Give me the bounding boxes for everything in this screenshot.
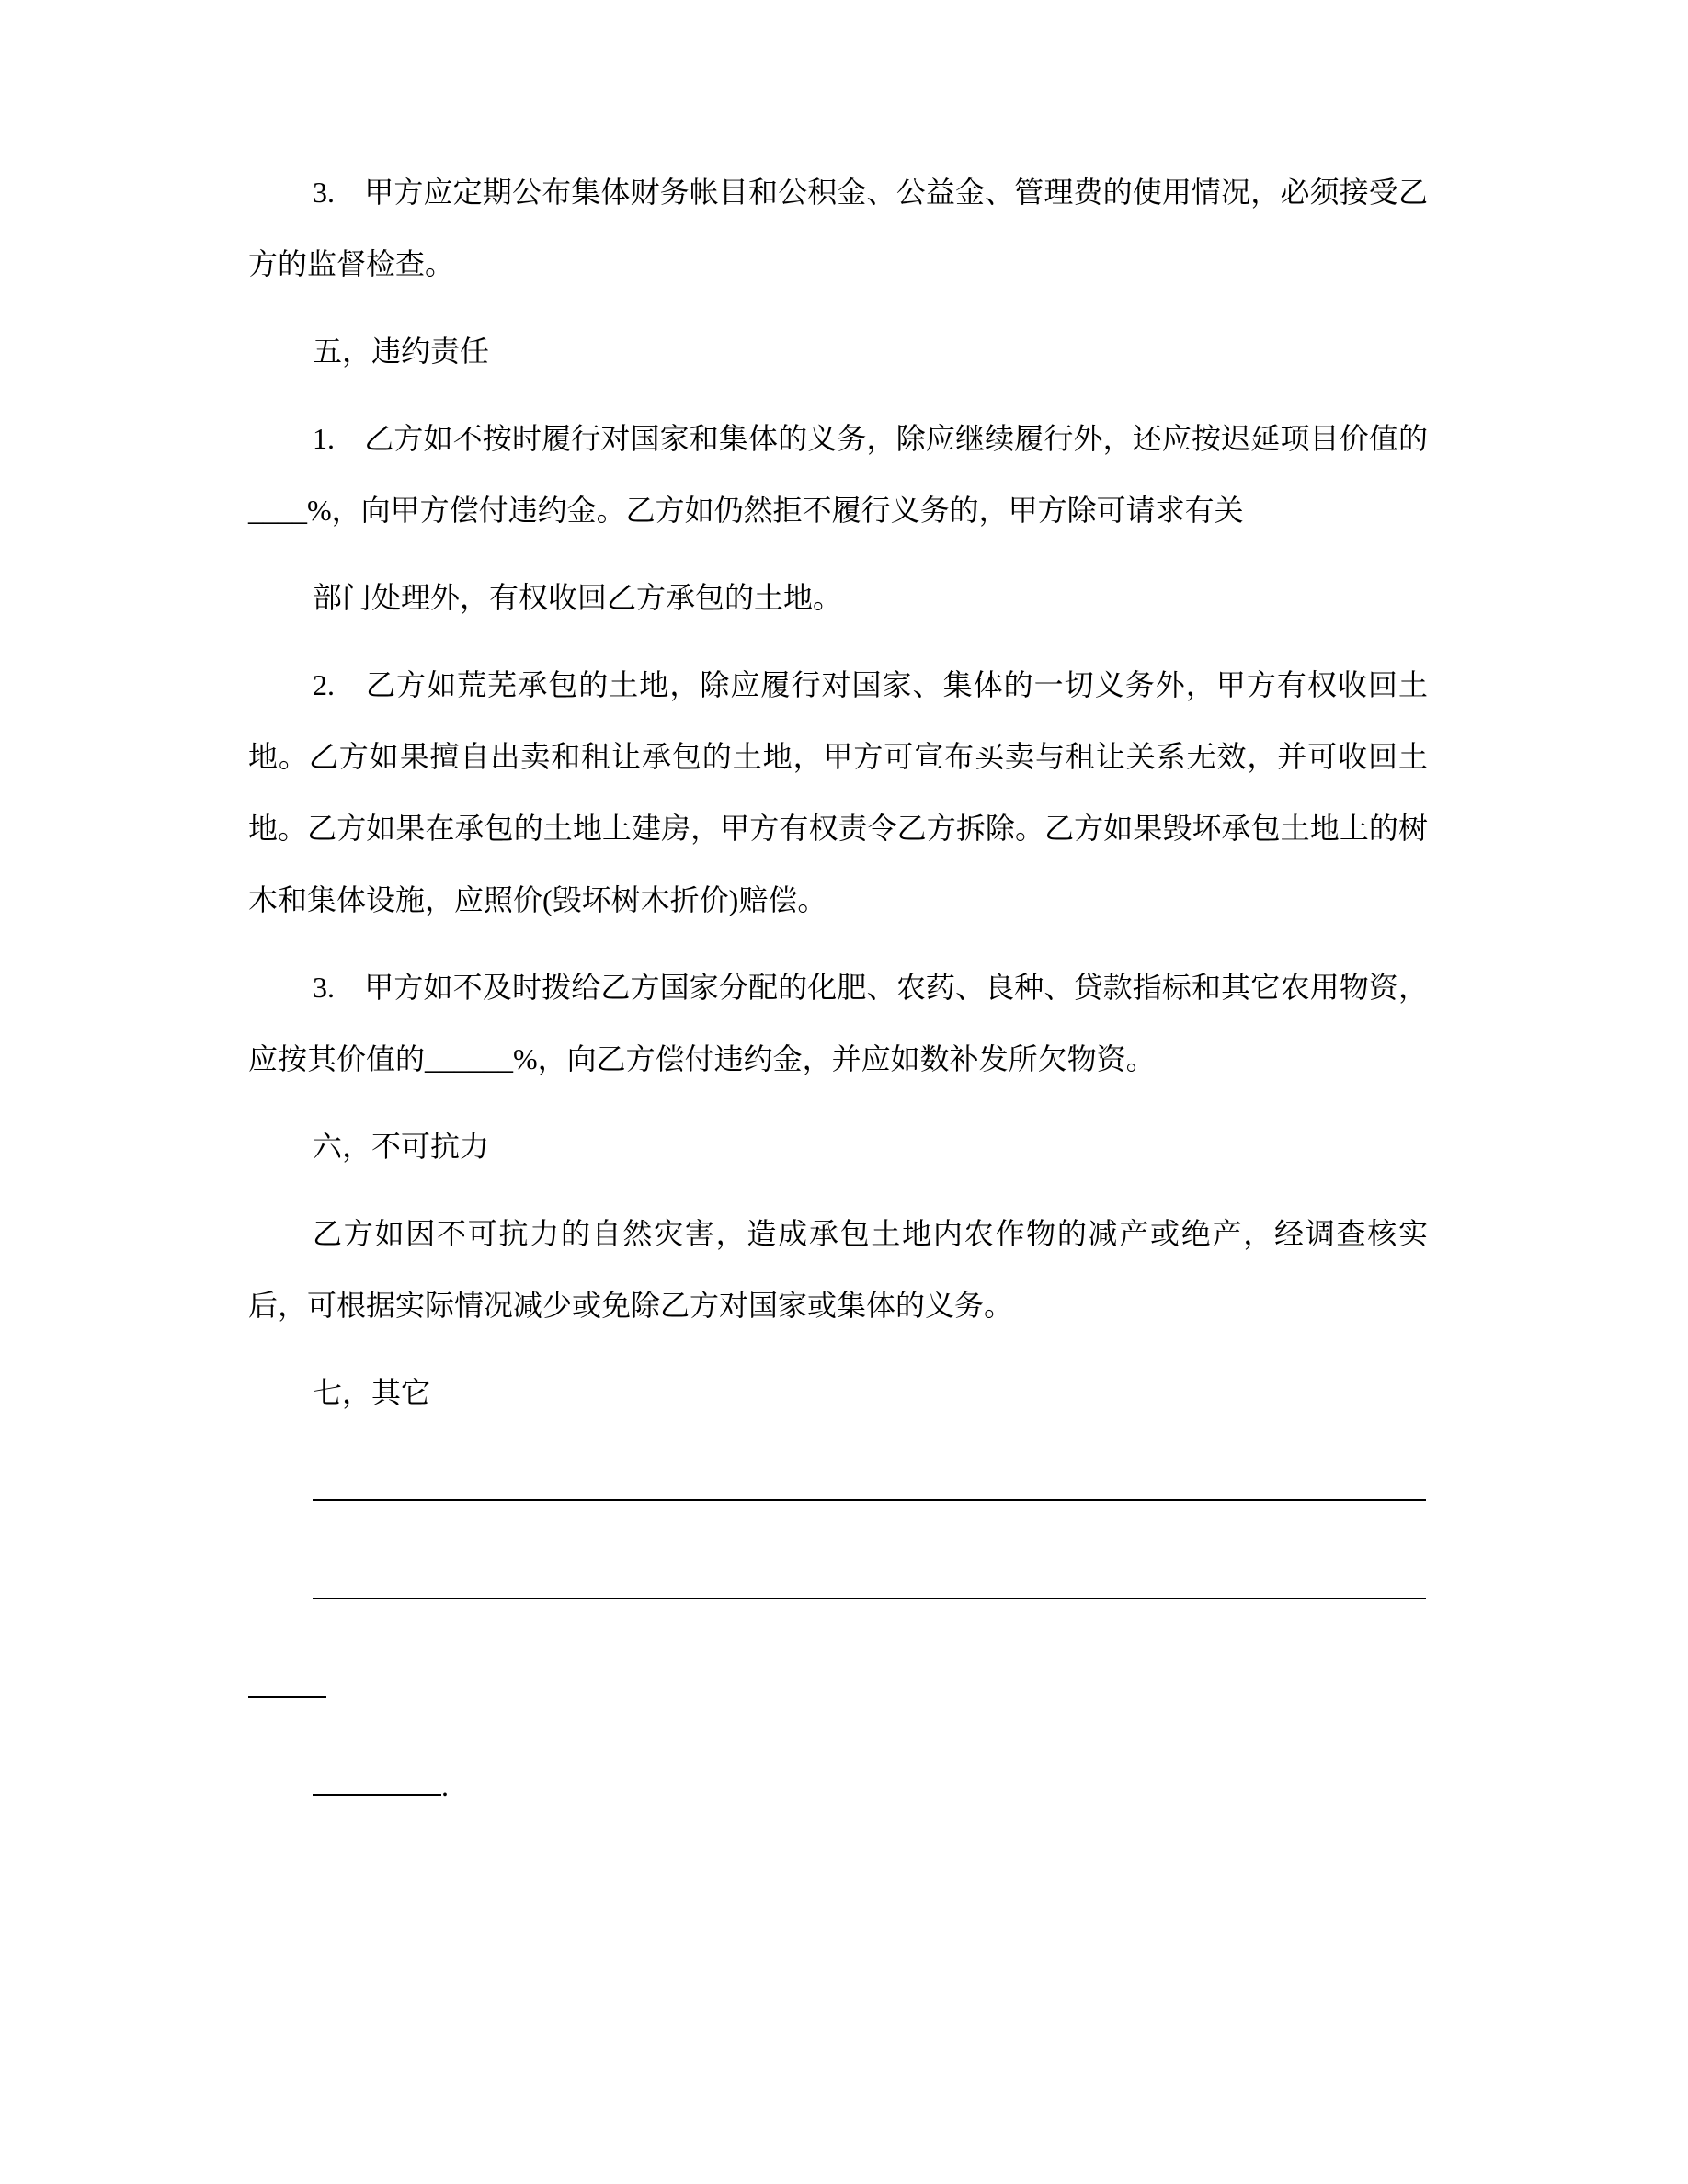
fill-in-blank-line-short	[248, 1739, 1428, 1822]
blank-trailing-period: .	[441, 1769, 449, 1803]
section-heading-6-force-majeure: 六，不可抗力	[313, 1130, 490, 1163]
paragraph-liability-1: 1. 乙方如不按时履行对国家和集体的义务，除应继续履行外，还应按迟延项目价值的____%，向甲方偿付违约金。乙方如仍然拒不履行义务的，甲方除可请求有关	[248, 422, 1428, 527]
fill-in-blank-line-1	[248, 1444, 1428, 1527]
paragraph-force-majeure: 乙方如因不可抗力的自然灾害，造成承包土地内农作物的减产或绝产，经调查核实后，可根据实际情况减少或免除乙方对国家或集体的义务。	[248, 1217, 1428, 1322]
blank-underline	[313, 1739, 441, 1796]
blank-underline	[248, 1641, 326, 1698]
section-heading-7-other: 七，其它	[313, 1376, 431, 1409]
paragraph-liability-1-continued: 部门处理外，有权收回乙方承包的土地。	[313, 581, 843, 614]
blank-underline	[313, 1542, 1426, 1599]
paragraph-liability-3: 3. 甲方如不及时拨给乙方国家分配的化肥、农药、良种、贷款指标和其它农用物资，应按其价值的______%，向乙方偿付违约金，并应如数补发所欠物资。	[248, 971, 1428, 1075]
blank-underline	[313, 1444, 1426, 1501]
paragraph-liability-2: 2. 乙方如荒芜承包的土地，除应履行对国家、集体的一切义务外，甲方有权收回土地。乙方如果擅自出卖和租让承包的土地，甲方可宣布买卖与租让关系无效，并可收回土地。乙方如果在承包的土地上建房，甲方有权责令乙方拆除。乙方如果毁坏承包土地上的树木和集体设施，应照价(毁坏树木折价)赔偿。	[248, 668, 1428, 916]
section-heading-5-liability: 五，违约责任	[313, 335, 490, 368]
paragraph-obligation-3: 3. 甲方应定期公布集体财务帐目和公积金、公益金、管理费的使用情况，必须接受乙方的监督检查。	[248, 176, 1428, 280]
fill-in-blank-line-wrap	[248, 1641, 1428, 1723]
fill-in-blank-line-2	[248, 1542, 1428, 1625]
